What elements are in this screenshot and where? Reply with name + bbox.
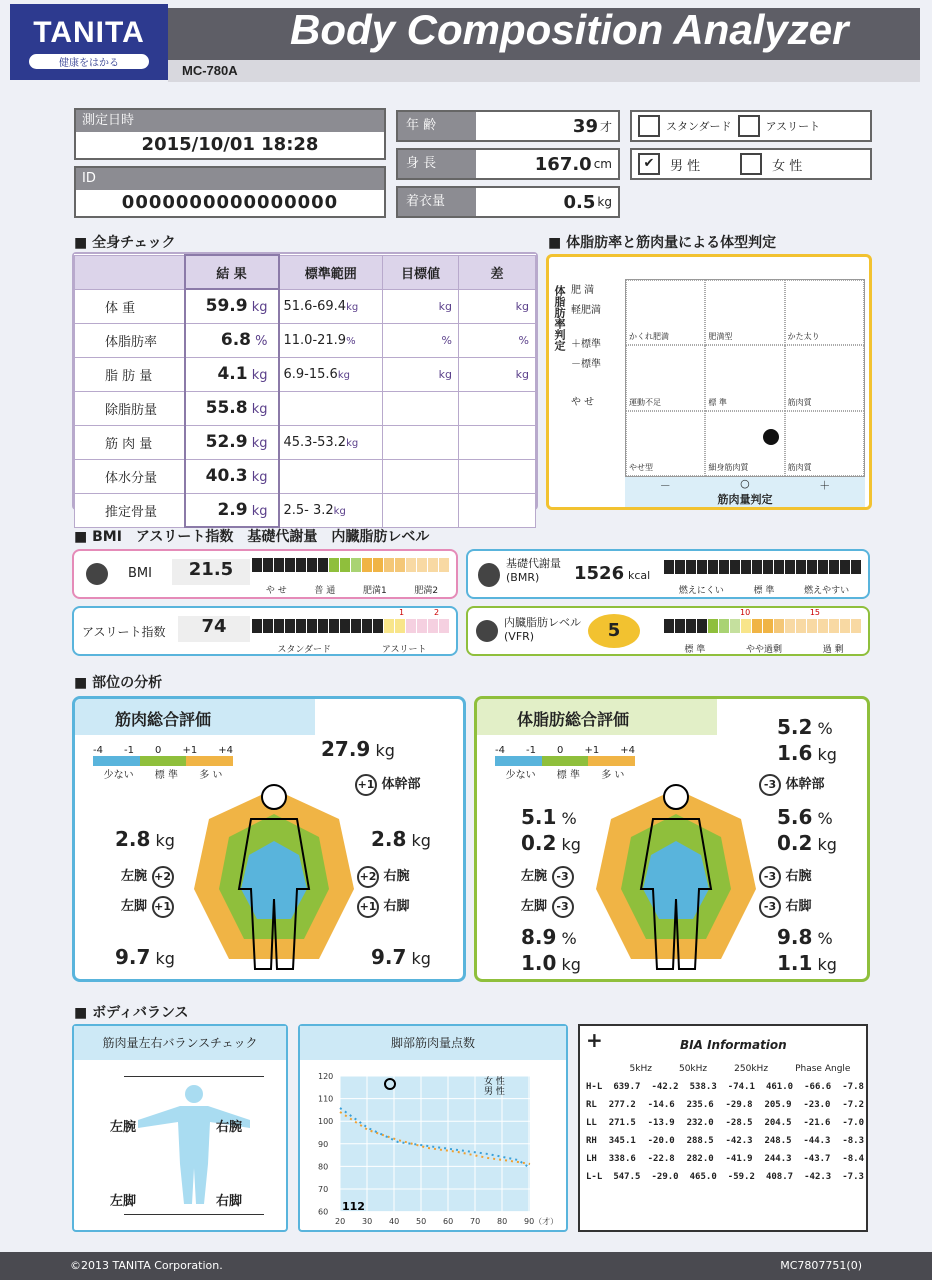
standard-label: スタンダード (666, 120, 732, 133)
row-diff (459, 493, 536, 527)
lr-right-arm: 右腕 (216, 1120, 243, 1135)
vfr-bar (664, 618, 862, 637)
bar-segment (818, 560, 828, 574)
fat-left-leg: 8.9 % 1.0 kg (521, 925, 581, 975)
clothes-label: 着衣量 (398, 188, 476, 216)
height-label: 身 長 (398, 150, 476, 178)
whole-row: 体 重 59.9 kg 51.6-69.4kg kg kg (75, 289, 536, 323)
row-label: 除脂肪量 (75, 391, 185, 425)
fat-left-arm: 5.1 % 0.2 kg (521, 805, 581, 855)
athlete-marks: 1 2 (398, 608, 440, 617)
leg-score-title: 脚部筋肉量点数 (300, 1026, 566, 1060)
bodytype-xlabel: 筋肉量判定 (717, 493, 773, 506)
bodytype-marker (763, 429, 779, 445)
clothes-value: 0.5 (563, 191, 596, 213)
row-label: 筋 肉 量 (75, 425, 185, 459)
bar-segment (664, 619, 674, 633)
bodytype-grid (625, 279, 865, 477)
y-tick: 100 (318, 1117, 334, 1127)
bar-segment (708, 619, 718, 633)
leg-score-panel (298, 1024, 568, 1232)
muscle-title: 筋肉総合評価 (115, 710, 212, 729)
bia-row: LH 338.6 -22.8 282.0 -41.9 244.3 -43.7 -8.4 (586, 1154, 864, 1164)
bar-segment (741, 560, 751, 574)
bar-segment (406, 619, 416, 633)
whole-section-title: ■ 全身チェック (74, 235, 176, 251)
fat-title: 体脂肪総合評価 (517, 710, 630, 729)
x-tick: 40 (389, 1217, 400, 1226)
form-code: MC7807751(0) (780, 1259, 862, 1272)
row-unit: kg (251, 436, 268, 451)
bar-segment (307, 619, 317, 633)
bia-row: LL 271.5 -13.9 232.0 -28.5 204.5 -21.6 -7.0 (586, 1118, 864, 1128)
bmi-section-title: ■ BMI アスリート指数 基礎代謝量 内臓脂肪レベル (74, 529, 430, 545)
bia-header: 5kHz 50kHz 250kHz Phase Angle (629, 1064, 851, 1074)
fat-right-arm: 5.6 % 0.2 kg (777, 805, 837, 855)
whole-table (74, 254, 536, 528)
bar-segment (395, 619, 405, 633)
standard-checkbox[interactable] (638, 115, 660, 137)
bmr-unit: kcal (628, 569, 651, 582)
bar-segment (829, 619, 839, 633)
x-plus: ＋ (819, 479, 831, 492)
seg-section-title: ■ 部位の分析 (74, 675, 163, 691)
male-checkbox[interactable]: ✔ (638, 153, 660, 175)
fat-legend: -4 -1 0 +1 +4 少ない 標 準 多 い (495, 745, 635, 781)
bodytype-cell: かた太り (785, 280, 864, 345)
date-box (74, 108, 386, 160)
fat-right-leg-score: -3 右脚 (759, 895, 812, 918)
x-tick: 20 (335, 1217, 346, 1226)
lr-body-figure (134, 1084, 254, 1206)
bmi-panel (72, 549, 458, 599)
row-unit: kg (251, 503, 268, 519)
vfr-marks: 10 15 (740, 608, 820, 617)
header-range: 標準範囲 (279, 255, 383, 289)
bia-row: L-L 547.5 -29.0 465.0 -59.2 408.7 -42.3 -7.3 (586, 1172, 864, 1182)
row-diff (459, 425, 536, 459)
header-target: 目標値 (383, 255, 459, 289)
row-unit: kg (251, 300, 268, 316)
muscle-trunk-score: +1 体幹部 (355, 773, 421, 796)
x-zero: ○ (740, 477, 750, 490)
balance-section-title: ■ ボディバランス (74, 1005, 189, 1021)
row-value: 6.8 (220, 330, 251, 350)
bar-segment (774, 619, 784, 633)
mode-box (630, 110, 872, 142)
muscle-left-arm: 2.8 kg (115, 827, 175, 851)
bar-segment (807, 619, 817, 633)
row-diff: % (459, 323, 536, 357)
id-label: ID (76, 168, 384, 190)
footer (0, 1252, 932, 1280)
y-tick: 80 (318, 1162, 329, 1172)
athlete-bar (252, 618, 450, 637)
copyright: ©2013 TANITA Corporation. (70, 1259, 223, 1272)
y-tick: 110 (318, 1094, 334, 1104)
bar-segment (296, 619, 306, 633)
row-obese: 肥 満 (571, 285, 595, 296)
bar-segment (719, 619, 729, 633)
muscle-left-leg-score: 左脚 +1 (121, 895, 174, 918)
bodytype-cell: やせ型 (626, 411, 705, 476)
row-value: 55.8 (205, 398, 248, 418)
row-range: 11.0-21.9 (283, 332, 347, 348)
legend-female: 女 性 (484, 1077, 505, 1087)
bodytype-cell: 肥満型 (705, 280, 784, 345)
height-box (396, 148, 620, 180)
bar-segment (329, 619, 339, 633)
vfr-scale: 標 準 やや過剰 過 剰 (684, 645, 844, 655)
bar-segment (719, 560, 729, 574)
row-diff (459, 391, 536, 425)
bar-segment (340, 619, 350, 633)
header-result: 結 果 (185, 255, 279, 289)
bar-segment (351, 619, 361, 633)
bar-segment (741, 619, 751, 633)
lr-balance-panel (72, 1024, 288, 1232)
bodytype-cell: 細身筋肉質 (705, 411, 784, 476)
x-tick: 60 (443, 1217, 454, 1226)
row-value: 52.9 (205, 432, 248, 452)
bar-segment (763, 619, 773, 633)
bar-segment (373, 619, 383, 633)
bar-segment (340, 558, 350, 572)
x-tick: 50 (416, 1217, 427, 1226)
bar-segment (274, 619, 284, 633)
bar-segment (417, 619, 427, 633)
vfr-icon (476, 620, 498, 642)
bar-segment (708, 560, 718, 574)
age-box (396, 110, 620, 142)
bar-segment (318, 558, 328, 572)
row-unit: kg (251, 368, 268, 383)
row-minus-standard: －標準 (571, 359, 601, 370)
age-label: 年 齢 (398, 112, 476, 140)
age-value: 39 (572, 115, 598, 137)
bmi-value: 21.5 (172, 559, 250, 585)
age-unit: 才 (599, 119, 612, 134)
row-label: 体脂肪率 (75, 323, 185, 357)
bar-segment (329, 558, 339, 572)
bar-segment (774, 560, 784, 574)
bar-segment (675, 619, 685, 633)
model-number: MC-780A (168, 60, 920, 82)
muscle-right-arm-score: +2 右腕 (357, 865, 410, 888)
bar-segment (851, 619, 861, 633)
row-thin: や せ (571, 397, 595, 408)
bia-row: H-L 639.7 -42.2 538.3 -74.1 461.0 -66.6 -7.8 (586, 1082, 864, 1092)
bodytype-cell: 筋肉質 (785, 345, 864, 410)
bodytype-panel (546, 254, 872, 510)
date-value: 2015/10/01 18:28 (141, 134, 319, 155)
bodytype-cell: 運動不足 (626, 345, 705, 410)
tanita-logo: TANITA 健康をはかる (10, 4, 168, 80)
bar-segment (351, 558, 361, 572)
muscle-left-leg: 9.7 kg (115, 945, 175, 969)
athlete-label: アスリート (765, 120, 821, 133)
bar-segment (318, 619, 328, 633)
fat-panel (474, 696, 870, 982)
bar-segment (252, 619, 262, 633)
bmi-bar (252, 557, 450, 576)
page-title: Body Composition Analyzer (290, 6, 849, 53)
height-unit: cm (593, 157, 612, 171)
header-diff: 差 (459, 255, 536, 289)
x-minus: － (659, 479, 671, 492)
row-target (383, 493, 459, 527)
bar-segment (730, 560, 740, 574)
bar-segment (285, 558, 295, 572)
bodytype-cell: かくれ肥満 (626, 280, 705, 345)
plus-icon: + (586, 1028, 603, 1052)
bodytype-section-title: ■ 体脂肪率と筋肉量による体型判定 (548, 235, 777, 251)
row-diff: kg (459, 357, 536, 391)
whole-row: 体脂肪率 6.8 % 11.0-21.9% % % (75, 323, 536, 357)
x-tick: 80 (497, 1217, 508, 1226)
bar-segment (307, 558, 317, 572)
fat-body-diagram (591, 779, 761, 979)
female-label: 女 性 (772, 158, 803, 174)
clothes-box (396, 186, 620, 218)
row-unit: kg (251, 470, 268, 485)
row-label: 推定骨量 (75, 493, 185, 527)
lr-left-arm: 左腕 (110, 1120, 137, 1135)
bia-row: RH 345.1 -20.0 288.5 -42.3 248.5 -44.3 -8.3 (586, 1136, 864, 1146)
bar-segment (840, 560, 850, 574)
bar-segment (428, 619, 438, 633)
bmi-icon (86, 563, 108, 585)
x-tick: 30 (362, 1217, 373, 1226)
muscle-body-diagram (189, 779, 359, 979)
bar-segment (252, 558, 262, 572)
lr-left-leg: 左脚 (110, 1194, 137, 1209)
bar-segment (263, 619, 273, 633)
bar-segment (362, 619, 372, 633)
row-label: 体水分量 (75, 459, 185, 493)
bmr-bar (664, 559, 862, 578)
bar-segment (664, 560, 674, 574)
muscle-panel (72, 696, 466, 982)
bmr-icon (478, 563, 500, 587)
y-tick: 60 (318, 1207, 329, 1217)
bar-segment (851, 560, 861, 574)
vfr-panel (466, 606, 870, 656)
bar-segment (752, 560, 762, 574)
bar-segment (263, 558, 273, 572)
bodytype-cell: 筋肉質 (785, 411, 864, 476)
whole-row: 推定骨量 2.9 kg 2.5- 3.2kg (75, 493, 536, 527)
athlete-value: 74 (178, 616, 250, 642)
bar-segment (785, 619, 795, 633)
bar-segment (296, 558, 306, 572)
bar-segment (686, 560, 696, 574)
row-plus-standard: ＋標準 (571, 339, 601, 350)
fat-trunk: 5.2 % 1.6 kg (777, 715, 837, 765)
bia-title: BIA Information (680, 1038, 787, 1052)
bar-segment (807, 560, 817, 574)
bar-segment (840, 619, 850, 633)
bar-segment (697, 619, 707, 633)
muscle-legend: -4 -1 0 +1 +4 少ない 標 準 多 い (93, 745, 233, 781)
bmi-scale: や せ 普 通 肥満1 肥満2 (265, 586, 439, 596)
gender-box (630, 148, 872, 180)
whole-row (75, 391, 536, 425)
row-range: 2.5- 3.2 (283, 502, 334, 518)
row-unit: % (255, 334, 268, 349)
bar-segment (686, 619, 696, 633)
row-value: 59.9 (205, 296, 248, 317)
bar-segment (752, 619, 762, 633)
fat-trunk-score: -3 体幹部 (759, 773, 825, 796)
x-tick: 90（才） (524, 1217, 559, 1226)
date-label: 測定日時 (76, 110, 384, 132)
vfr-value: 5 (588, 614, 640, 648)
vfr-label: 内臓脂肪レベル (VFR) (504, 616, 581, 643)
bar-segment (796, 560, 806, 574)
bar-segment (730, 619, 740, 633)
athlete-scale: スタンダード アスリート (277, 645, 427, 655)
bia-row: RL 277.2 -14.6 235.6 -29.8 205.9 -23.0 -7.2 (586, 1100, 864, 1110)
row-diff: kg (459, 289, 536, 323)
leg-score-chart (308, 1070, 562, 1230)
row-label: 脂 肪 量 (75, 357, 185, 391)
bodytype-cell: 標 準 (705, 345, 784, 410)
bar-segment (395, 558, 405, 572)
muscle-right-leg-score: +1 右脚 (357, 895, 410, 918)
muscle-left-arm-score: 左腕 +2 (121, 865, 174, 888)
bar-segment (274, 558, 284, 572)
bmr-scale: 燃えにくい 標 準 燃えやすい (678, 586, 850, 596)
row-target: % (383, 323, 459, 357)
fat-right-leg: 9.8 % 1.1 kg (777, 925, 837, 975)
bar-segment (373, 558, 383, 572)
row-value: 4.1 (217, 364, 248, 384)
bar-segment (818, 619, 828, 633)
muscle-right-arm: 2.8 kg (371, 827, 431, 851)
leg-score-value: 112 (342, 1200, 365, 1213)
bodytype-ylabel: 体脂肪率判定 (553, 285, 566, 351)
whole-row: 脂 肪 量 4.1 kg 6.9-15.6kg kg kg (75, 357, 536, 391)
athlete-checkbox[interactable] (738, 115, 760, 137)
row-unit: kg (251, 402, 268, 417)
fat-right-arm-score: -3 右腕 (759, 865, 812, 888)
bar-segment (285, 619, 295, 633)
athlete-panel (72, 606, 458, 656)
row-target: kg (383, 357, 459, 391)
y-tick: 90 (318, 1139, 329, 1149)
bia-panel (578, 1024, 868, 1232)
lr-balance-title: 筋肉量左右バランスチェック (74, 1026, 286, 1060)
bar-segment (439, 619, 449, 633)
y-tick: 120 (318, 1072, 334, 1081)
legend-male: 男 性 (484, 1087, 505, 1097)
row-range: 45.3-53.2 (283, 434, 347, 450)
female-checkbox[interactable] (740, 153, 762, 175)
bar-segment (439, 558, 449, 572)
id-value: 0000000000000000 (121, 192, 339, 213)
bar-segment (829, 560, 839, 574)
bmr-label: 基礎代謝量 (BMR) (506, 557, 561, 584)
male-label: 男 性 (670, 158, 701, 174)
row-target (383, 425, 459, 459)
bar-segment (384, 558, 394, 572)
x-tick: 70 (470, 1217, 481, 1226)
row-mild-obese: 軽肥満 (571, 305, 601, 316)
row-range: 6.9-15.6 (283, 366, 338, 382)
lr-right-leg: 右脚 (216, 1194, 243, 1209)
bar-segment (384, 619, 394, 633)
row-value: 40.3 (205, 466, 248, 486)
row-label: 体 重 (75, 289, 185, 323)
bodytype-xaxis (625, 477, 865, 507)
muscle-right-leg: 9.7 kg (371, 945, 431, 969)
bar-segment (675, 560, 685, 574)
row-range: 51.6-69.4 (283, 298, 347, 314)
bar-segment (763, 560, 773, 574)
muscle-trunk: 27.9 kg (321, 737, 395, 761)
bar-segment (417, 558, 427, 572)
bar-segment (785, 560, 795, 574)
row-target (383, 459, 459, 493)
height-value: 167.0 (534, 153, 592, 175)
bmi-label: BMI (128, 566, 152, 581)
bodytype-rows (571, 281, 601, 413)
fat-left-arm-score: 左腕 -3 (521, 865, 574, 888)
clothes-unit: kg (597, 195, 612, 209)
bar-segment (362, 558, 372, 572)
bar-segment (796, 619, 806, 633)
row-value: 2.9 (217, 499, 248, 520)
row-diff (459, 459, 536, 493)
whole-table-panel (72, 252, 538, 520)
athlete-label: アスリート指数 (82, 625, 166, 639)
bia-table (586, 1064, 864, 1182)
y-tick: 70 (318, 1185, 329, 1194)
row-target (383, 391, 459, 425)
bar-segment (428, 558, 438, 572)
id-box (74, 166, 386, 218)
bmr-panel (466, 549, 870, 599)
row-target: kg (383, 289, 459, 323)
bmr-value: 1526 (574, 563, 625, 584)
bar-segment (697, 560, 707, 574)
whole-row (75, 459, 536, 493)
fat-left-leg-score: 左脚 -3 (521, 895, 574, 918)
whole-row: 筋 肉 量 52.9 kg 45.3-53.2kg (75, 425, 536, 459)
bar-segment (406, 558, 416, 572)
